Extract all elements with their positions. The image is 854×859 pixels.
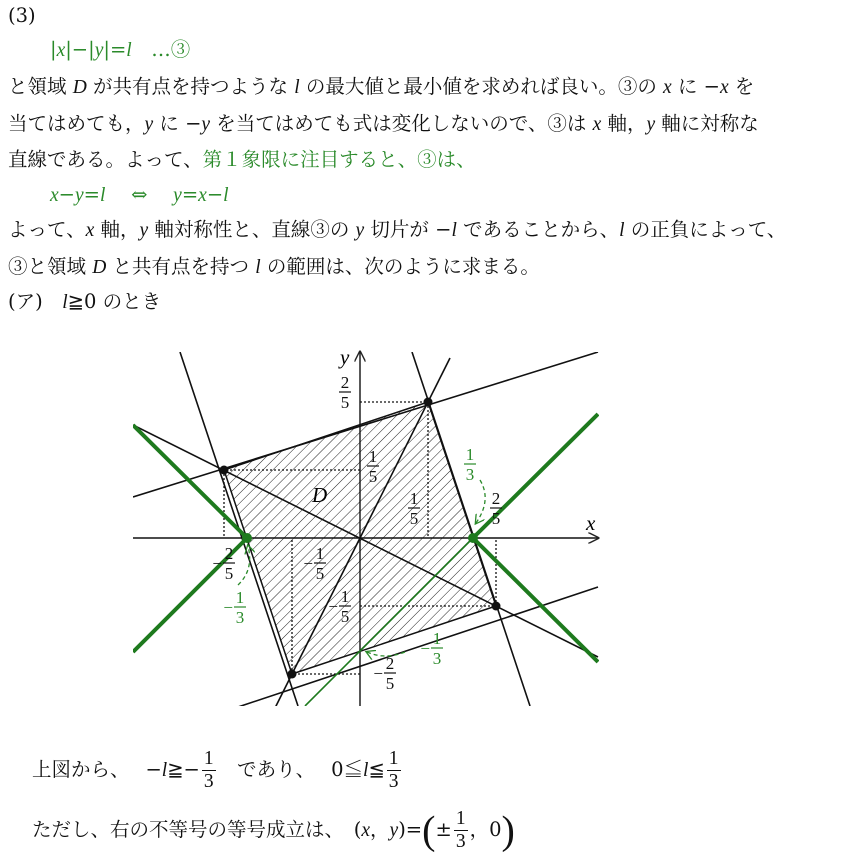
fraction-label (420, 629, 443, 668)
math-variable: x (85, 220, 95, 241)
text-segment: の最大値と最小値を求めれば良い。③の (299, 75, 664, 98)
math-variable: D (72, 77, 87, 98)
denominator: 5 (315, 564, 325, 583)
math-variable: x (198, 185, 207, 206)
math-variable: x (50, 185, 59, 206)
numerator: 2 (340, 373, 350, 392)
numerator: 2 (385, 654, 395, 673)
denominator: 5 (491, 509, 501, 528)
text-segment: = (83, 183, 100, 206)
text-segment: (ア) (8, 290, 63, 313)
math-variable: l (223, 185, 229, 206)
text-segment: を (728, 75, 755, 98)
text-segment: 軸， (601, 112, 647, 135)
text-segment: ③と領域 (8, 255, 93, 278)
text-segment: − (58, 183, 75, 206)
numerator: 2 (224, 544, 234, 563)
math-variable: y (355, 220, 365, 241)
sign: − (420, 639, 430, 658)
numerator: 2 (491, 489, 501, 508)
text-segment: )= (398, 818, 423, 841)
fraction-label (212, 544, 235, 583)
text-segment: であることから、 (456, 218, 620, 241)
math-variable: y (389, 820, 399, 841)
text-segment: 直線である。よって、 (8, 148, 203, 171)
math-variable: y (94, 40, 104, 61)
denominator: 3 (203, 771, 214, 792)
text-segment: ± (435, 818, 452, 841)
math-variable: l (126, 40, 132, 61)
numerator: 1 (315, 544, 325, 563)
text-segment: 軸， (94, 218, 140, 241)
text-segment: = (181, 183, 199, 206)
text-segment: …③ (131, 38, 191, 61)
text-segment: を当てはめても式は変化しないので、③は (210, 112, 593, 135)
denominator: 3 (465, 465, 475, 484)
math-variable: l (451, 220, 457, 241)
fraction-label (223, 588, 246, 627)
math-variable: l (62, 292, 68, 313)
text-segment: ≦ (368, 758, 385, 781)
math-variable: x (56, 40, 66, 61)
math-variable: y (173, 185, 182, 206)
math-variable: l (619, 220, 625, 241)
text-segment: の正負によって、 (624, 218, 787, 241)
fraction-label (464, 445, 476, 484)
math-variable: x (663, 77, 672, 98)
numerator: 1 (455, 808, 466, 829)
text-segment: (3) (8, 4, 36, 27)
denominator: 3 (235, 608, 245, 627)
denominator: 5 (340, 393, 350, 412)
fraction-label (373, 654, 396, 693)
math-variable: x (361, 820, 371, 841)
numerator: 1 (235, 588, 245, 607)
fraction-label (490, 489, 502, 528)
text-segment: ただし、右の不等号の等号成立は、 ( (32, 818, 362, 841)
fraction-label (367, 447, 379, 486)
y-axis-label: y (340, 345, 350, 369)
math-variable: l (161, 760, 168, 781)
denominator: 5 (340, 607, 350, 626)
denominator: 5 (224, 564, 234, 583)
paren: ( (422, 807, 436, 853)
numerator: 1 (203, 748, 214, 769)
math-variable: l (100, 185, 106, 206)
text-segment: | (50, 38, 57, 61)
numerator: 1 (340, 587, 350, 606)
math-variable: x (592, 114, 602, 135)
text-segment: ， (370, 818, 390, 841)
denominator: 3 (455, 831, 466, 852)
text-segment: |−| (65, 38, 95, 61)
math-variable: y (646, 114, 656, 135)
numerator: 1 (388, 748, 399, 769)
math-variable: l (294, 77, 300, 98)
text-segment: 切片が − (364, 218, 452, 241)
text-segment: 第１象限に注目すると、③は、 (202, 148, 476, 171)
x-axis-label: x (586, 511, 596, 535)
text-segment: に − (153, 112, 202, 135)
region-label: D (312, 483, 328, 507)
fraction-label (408, 489, 420, 528)
text-segment: に − (671, 75, 720, 98)
text-segment: ≧− (167, 758, 200, 781)
text-segment: ≧0 のとき (67, 290, 162, 313)
numerator: 1 (368, 447, 378, 466)
numerator: 1 (432, 629, 442, 648)
sign: − (303, 554, 313, 573)
sign: − (373, 664, 383, 683)
math-variable: x (719, 77, 729, 98)
text-segment: よって、 (8, 218, 86, 241)
denominator: 5 (409, 509, 419, 528)
numerator: 1 (465, 445, 475, 464)
text-segment: − (206, 183, 224, 206)
text-segment: であり、 0≦ (217, 758, 364, 781)
denominator: 3 (388, 771, 399, 792)
text-segment: 当てはめても， (8, 112, 145, 135)
text-segment: が共有点を持つような (86, 75, 295, 98)
text-segment: 上図から、 − (32, 758, 162, 781)
math-variable: y (201, 114, 211, 135)
math-variable: y (139, 220, 149, 241)
math-variable: y (144, 114, 154, 135)
math-variable: l (363, 760, 369, 781)
math-variable: y (75, 185, 84, 206)
sign: − (223, 598, 233, 617)
text-segment: と領域 (8, 75, 73, 98)
paren: ) (501, 807, 515, 853)
text-segment: ，0 (469, 818, 502, 841)
denominator: 5 (385, 674, 395, 693)
sign: − (212, 554, 222, 573)
denominator: 3 (432, 649, 442, 668)
text-segment: 軸に対称な (655, 112, 759, 135)
text-segment: ⇔ (105, 183, 174, 206)
text-segment: 軸対称性と、直線③の (148, 218, 356, 241)
fraction-label (339, 373, 351, 412)
numerator: 1 (409, 489, 419, 508)
text-segment: と共有点を持つ (106, 255, 256, 278)
text-segment: |= (103, 38, 127, 61)
denominator: 5 (368, 467, 378, 486)
math-variable: l (255, 257, 261, 278)
sign: − (328, 597, 338, 616)
math-variable: D (92, 257, 107, 278)
text-segment: の範囲は、次のように求まる。 (260, 255, 540, 278)
